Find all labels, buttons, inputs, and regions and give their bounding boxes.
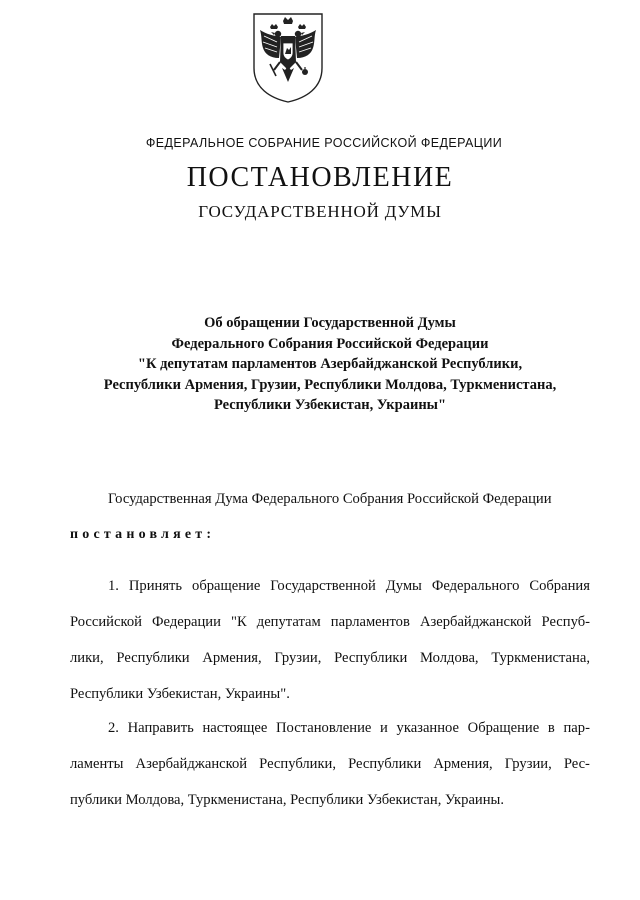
organization-header: ФЕДЕРАЛЬНОЕ СОБРАНИЕ РОССИЙСКОЙ ФЕДЕРАЦИИ — [145, 136, 503, 150]
word: Армения, — [202, 650, 262, 666]
paragraph-line — [70, 754, 590, 790]
word: пар- — [563, 720, 590, 736]
word: Республики — [334, 650, 408, 666]
word: Азербайджанской — [419, 614, 532, 630]
subject-line: Республики Армения, Грузии, Республики Молдова, Туркменистана, — [103, 376, 557, 393]
document-subject — [60, 313, 600, 416]
word: Республики — [116, 650, 190, 666]
document-type-title: ПОСТАНОВЛЕНИЕ — [186, 162, 454, 193]
word: Федерального — [431, 578, 520, 594]
word: Республики — [348, 756, 422, 772]
resolves-text: постановляет: — [70, 527, 216, 542]
word: Армения, — [433, 756, 493, 772]
word: Обращение — [467, 720, 540, 736]
word: Постановление — [276, 720, 372, 736]
word: Направить — [127, 720, 194, 736]
preamble-text: Государственная Дума Федерального Собрания Российской Федерации — [108, 491, 552, 507]
subject-line: Об обращении Государственной Думы — [204, 315, 456, 331]
document-issuer: ГОСУДАРСТВЕННОЙ ДУМЫ — [198, 202, 442, 221]
word: Грузии, — [274, 650, 322, 666]
word: Молдова, — [420, 650, 479, 666]
word: указанное — [396, 720, 459, 736]
word: Собрания — [529, 578, 590, 594]
word: депутатам — [256, 614, 321, 630]
subject-line: Республики Узбекистан, Украины" — [213, 397, 447, 413]
paragraph-2 — [70, 718, 590, 826]
word: Российской — [70, 614, 142, 630]
paragraph-line: публики Молдова, Туркменистана, Республики Узбекистан, Украины. — [70, 792, 504, 808]
paragraph-line — [70, 576, 590, 612]
subject-line: Федерального Собрания Российской Федерации — [171, 335, 489, 352]
coat-of-arms-emblem — [250, 12, 326, 104]
word: Федерации — [152, 614, 221, 630]
word: 2. — [108, 720, 119, 736]
word: Туркменистана, — [491, 650, 590, 666]
word: настоящее — [202, 720, 268, 736]
word: Республики, — [259, 756, 337, 772]
word: Респуб- — [541, 614, 590, 630]
word: Государственной — [270, 578, 376, 594]
word: Думы — [385, 578, 422, 594]
double-headed-eagle-icon — [250, 12, 326, 104]
paragraph-1 — [70, 576, 590, 720]
word: Грузии, — [504, 756, 552, 772]
word: ламенты — [70, 756, 124, 772]
word: и — [380, 720, 388, 736]
word: "К — [231, 614, 247, 630]
paragraph-line — [70, 612, 590, 648]
word: парламентов — [330, 614, 410, 630]
word: 1. — [108, 578, 119, 594]
word: в — [547, 720, 555, 736]
paragraph-line — [70, 648, 590, 684]
word: Азербайджанской — [135, 756, 248, 772]
subject-line: "К депутатам парламентов Азербайджанской Республики, — [137, 356, 523, 372]
paragraph-line: Республики Узбекистан, Украины". — [70, 686, 290, 702]
paragraph-line — [70, 718, 590, 754]
word: Рес- — [563, 756, 590, 772]
word: обращение — [192, 578, 261, 594]
word: лики, — [70, 650, 104, 666]
word: Принять — [128, 578, 183, 594]
